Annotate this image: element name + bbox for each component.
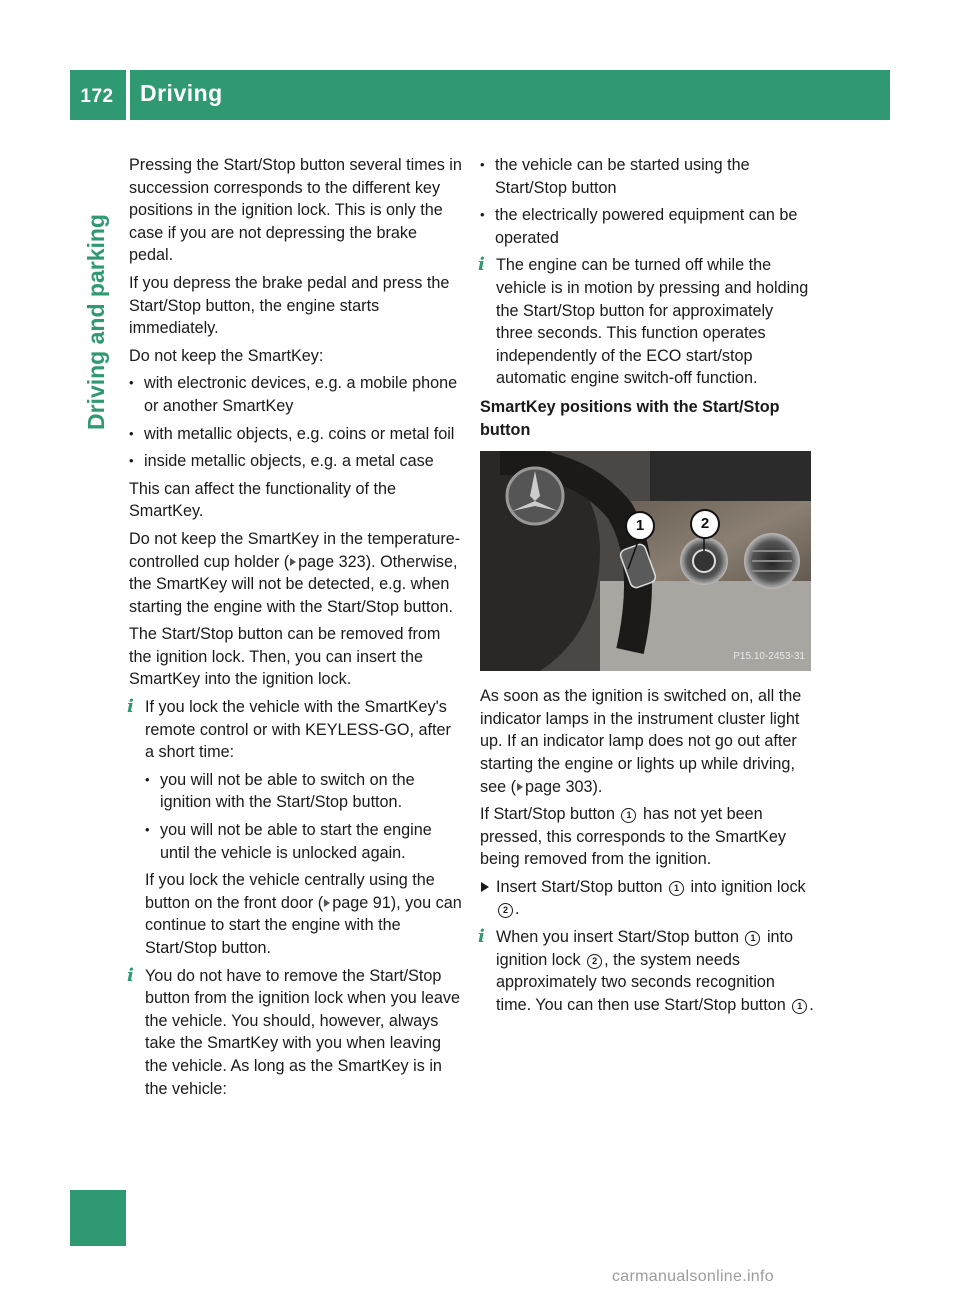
step-arrow-icon <box>481 882 489 892</box>
figure-illustration <box>480 451 811 671</box>
info-note <box>129 965 463 1101</box>
list-item: • with metallic objects, e.g. coins or metal foil <box>129 423 463 446</box>
text: , the system needs approximately two seconds recognition time. You can then use Start/Stop button <box>496 950 791 1014</box>
info-icon: i <box>478 926 485 948</box>
text: If you lock the vehicle centrally using the button on the front door ( <box>145 871 435 912</box>
text: ), you can continue to start the engine with the Start/Stop button. <box>145 893 462 957</box>
instruction-step <box>480 876 814 921</box>
info-note <box>129 696 463 960</box>
figure-label: P15.10-2453-31 <box>733 650 805 662</box>
text: has not yet been pressed, this corresponds to the SmartKey being removed from the ignition. <box>480 805 786 869</box>
right-column <box>480 154 814 1021</box>
figure-callout-2: 2 <box>690 509 720 539</box>
text: If Start/Stop button <box>480 805 620 824</box>
info-text: The engine can be turned off while the vehicle is in motion by pressing and holding the Start/Stop button for approximately three seconds. This function operates independently of the ECO start/stop automatic engine switch-off function. <box>496 256 809 388</box>
list-item: • you will not be able to switch on the ignition with the Start/Stop button. <box>145 769 463 814</box>
figure-ignition-photo <box>480 451 811 671</box>
callout-2-icon: 2 <box>498 903 513 918</box>
page-ref-arrow-icon <box>290 558 296 566</box>
callout-1-icon: 1 <box>669 881 684 896</box>
page-number: 172 <box>80 86 114 107</box>
text: Insert Start/Stop button <box>496 877 667 896</box>
info-text: If you lock the vehicle with the SmartKey's remote control or with KEYLESS-GO, after a short time: <box>145 698 451 762</box>
callout-1-icon: 1 <box>621 808 636 823</box>
list-item: • with electronic devices, e.g. a mobile phone or another SmartKey <box>129 372 463 417</box>
info-text <box>145 869 463 959</box>
callout-1-icon: 1 <box>745 931 760 946</box>
info-icon: i <box>478 254 485 276</box>
info-note <box>480 254 814 390</box>
text: As soon as the ignition is switched on, all the indicator lamps in the instrument cluster light up. If an indicator lamp does not go out after starting the engine or lights up while driving, see ( <box>480 687 802 796</box>
text: into ignition lock <box>685 877 806 896</box>
info-icon: i <box>127 696 134 718</box>
paragraph <box>129 528 463 618</box>
paragraph: This can affect the functionality of the SmartKey. <box>129 479 396 521</box>
header-divider <box>126 70 130 120</box>
info-text <box>496 926 814 1016</box>
section-title: Driving <box>140 80 223 106</box>
info-icon: i <box>127 964 134 986</box>
page-ref[interactable]: page 303 <box>525 777 593 796</box>
paragraph: Pressing the Start/Stop button several times in succession corresponds to the different key positions in the ignition lock. This is only the case if you are not depressing the brake pedal. <box>129 156 462 265</box>
text: Do not keep the SmartKey in the temperature-controlled cup holder ( <box>129 529 461 571</box>
page-ref-arrow-icon <box>324 899 330 907</box>
page-ref-arrow-icon <box>517 783 523 791</box>
paragraph: The Start/Stop button can be removed from the ignition lock. Then, you can insert the SmartKey into the ignition lock. <box>129 625 441 689</box>
text: . <box>515 900 520 919</box>
paragraph: Do not keep the SmartKey: <box>129 346 324 365</box>
text: When you insert Start/Stop button <box>496 928 744 947</box>
list-item: • the electrically powered equipment can be operated <box>480 204 814 249</box>
watermark: carmanualsonline.info <box>612 1268 774 1285</box>
info-note <box>480 926 814 1016</box>
paragraph <box>480 685 814 798</box>
callout-1-icon: 1 <box>792 999 807 1014</box>
text: into ignition lock <box>496 928 794 969</box>
left-column <box>129 154 463 1105</box>
page-ref[interactable]: page 323 <box>298 552 366 571</box>
paragraph <box>480 803 814 871</box>
callout-2-icon: 2 <box>587 954 602 969</box>
paragraph: If you depress the brake pedal and press the Start/Stop button, the engine starts immediately. <box>129 273 450 338</box>
page-ref[interactable]: page 91 <box>332 893 391 912</box>
side-tab-label: Driving and parking <box>83 214 109 430</box>
list-item: • inside metallic objects, e.g. a metal case <box>129 450 463 473</box>
figure-callout-1: 1 <box>625 511 655 541</box>
text: ). Otherwise, the SmartKey will not be detected, e.g. when starting the engine with the Start/Stop button. <box>129 552 458 616</box>
list-item: • the vehicle can be started using the Start/Stop button <box>480 154 814 199</box>
subsection-heading: SmartKey positions with the Start/Stop button <box>480 397 780 439</box>
info-text: You do not have to remove the Start/Stop button from the ignition lock when you leave the vehicle. You should, however, always take the SmartKey with you when leaving the vehicle. As long as the SmartKey is in the vehicle: <box>145 966 460 1098</box>
list-item: • you will not be able to start the engine until the vehicle is unlocked again. <box>145 819 463 864</box>
text: . <box>809 995 814 1014</box>
text: ). <box>592 777 603 796</box>
side-marker <box>70 1190 126 1246</box>
